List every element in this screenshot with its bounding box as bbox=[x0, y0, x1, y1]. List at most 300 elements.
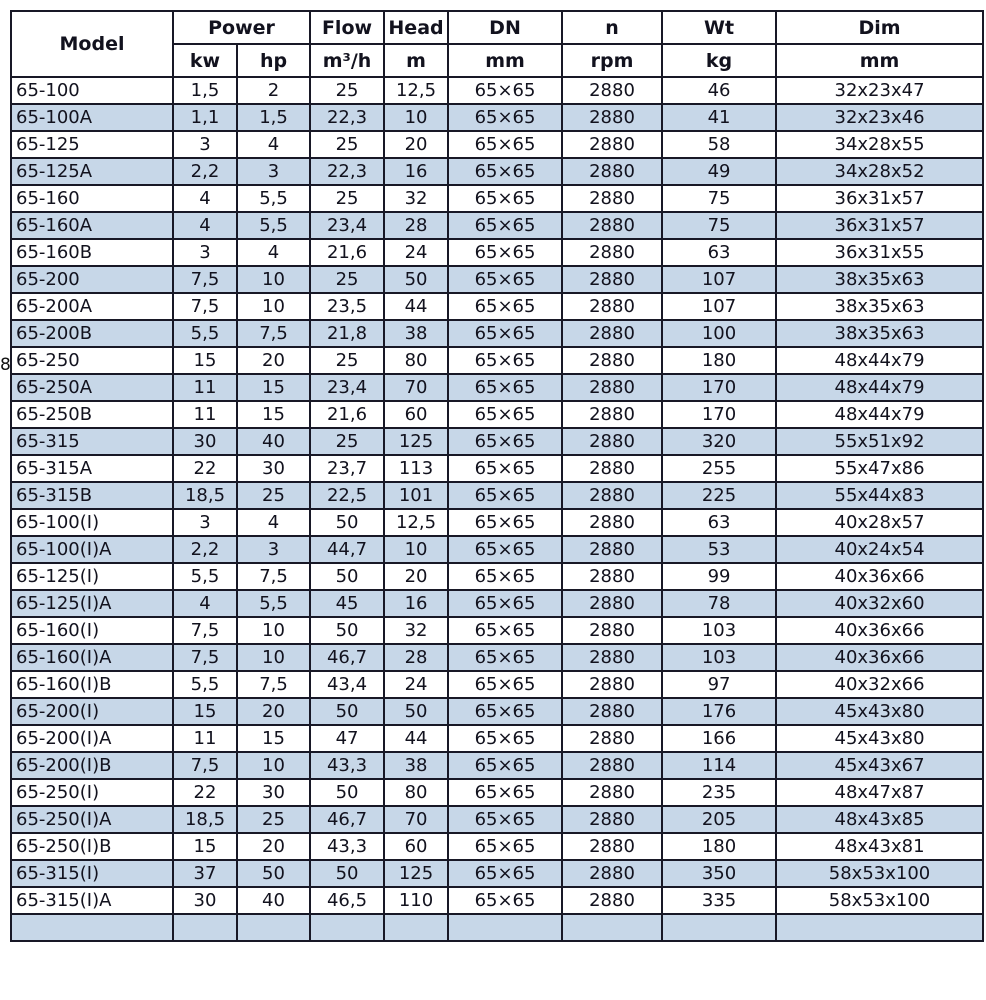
cell-dim: 40x36x66 bbox=[776, 644, 983, 671]
table-row bbox=[11, 509, 983, 536]
cell-kw: 4 bbox=[173, 185, 237, 212]
col-subheader-dim-unit: mm bbox=[776, 44, 983, 77]
cell-wt: 58 bbox=[662, 131, 776, 158]
cell-head: 60 bbox=[384, 401, 448, 428]
cell-head: 44 bbox=[384, 725, 448, 752]
cell-n: 2880 bbox=[562, 401, 662, 428]
cell-dim: 40x28x57 bbox=[776, 509, 983, 536]
page-number: 8 bbox=[0, 355, 11, 375]
cell-kw: 7,5 bbox=[173, 266, 237, 293]
cell-flow: 23,4 bbox=[310, 212, 384, 239]
col-header-model: Model bbox=[11, 11, 173, 77]
cell-dim: 45x43x80 bbox=[776, 725, 983, 752]
cell-dn: 65×65 bbox=[448, 752, 562, 779]
table-row bbox=[11, 158, 983, 185]
cell-kw: 7,5 bbox=[173, 752, 237, 779]
cell-wt bbox=[662, 914, 776, 941]
cell-kw: 3 bbox=[173, 509, 237, 536]
cell-head: 44 bbox=[384, 293, 448, 320]
cell-kw: 4 bbox=[173, 590, 237, 617]
cell-kw: 3 bbox=[173, 239, 237, 266]
cell-head: 16 bbox=[384, 158, 448, 185]
cell-wt: 103 bbox=[662, 617, 776, 644]
cell-n: 2880 bbox=[562, 482, 662, 509]
partial-row bbox=[11, 914, 983, 941]
cell-dn: 65×65 bbox=[448, 509, 562, 536]
cell-kw: 4 bbox=[173, 212, 237, 239]
cell-dn: 65×65 bbox=[448, 185, 562, 212]
cell-model: 65-315A bbox=[11, 455, 173, 482]
cell-wt: 78 bbox=[662, 590, 776, 617]
pump-spec-table bbox=[10, 10, 984, 942]
cell-head: 24 bbox=[384, 671, 448, 698]
cell-n: 2880 bbox=[562, 779, 662, 806]
cell-model: 65-160(I)A bbox=[11, 644, 173, 671]
cell-dn: 65×65 bbox=[448, 77, 562, 104]
col-subheader-wt-unit: kg bbox=[662, 44, 776, 77]
cell-model: 65-200(I)B bbox=[11, 752, 173, 779]
cell-wt: 320 bbox=[662, 428, 776, 455]
cell-head: 20 bbox=[384, 131, 448, 158]
cell-model: 65-315B bbox=[11, 482, 173, 509]
cell-wt: 107 bbox=[662, 266, 776, 293]
cell-dn: 65×65 bbox=[448, 779, 562, 806]
cell-hp: 5,5 bbox=[237, 590, 310, 617]
table-row bbox=[11, 482, 983, 509]
cell-model: 65-160 bbox=[11, 185, 173, 212]
cell-dim: 48x43x81 bbox=[776, 833, 983, 860]
cell-hp: 1,5 bbox=[237, 104, 310, 131]
cell-flow: 23,7 bbox=[310, 455, 384, 482]
table-row bbox=[11, 698, 983, 725]
table-row bbox=[11, 428, 983, 455]
cell-model: 65-160(I)B bbox=[11, 671, 173, 698]
cell-dn: 65×65 bbox=[448, 401, 562, 428]
cell-wt: 75 bbox=[662, 185, 776, 212]
cell-hp: 10 bbox=[237, 752, 310, 779]
col-header-n: n bbox=[562, 11, 662, 44]
cell-kw: 22 bbox=[173, 779, 237, 806]
table-row bbox=[11, 77, 983, 104]
cell-head: 80 bbox=[384, 347, 448, 374]
col-header-dn: DN bbox=[448, 11, 562, 44]
cell-hp: 20 bbox=[237, 833, 310, 860]
cell-wt: 205 bbox=[662, 806, 776, 833]
col-header-head: Head bbox=[384, 11, 448, 44]
cell-dn: 65×65 bbox=[448, 833, 562, 860]
cell-hp: 7,5 bbox=[237, 563, 310, 590]
cell-dn: 65×65 bbox=[448, 482, 562, 509]
cell-dim: 55x51x92 bbox=[776, 428, 983, 455]
cell-model: 65-250(I)A bbox=[11, 806, 173, 833]
cell-n bbox=[562, 914, 662, 941]
cell-n: 2880 bbox=[562, 428, 662, 455]
cell-dim: 48x44x79 bbox=[776, 374, 983, 401]
cell-hp: 3 bbox=[237, 536, 310, 563]
cell-n: 2880 bbox=[562, 887, 662, 914]
table-row bbox=[11, 860, 983, 887]
col-header-wt: Wt bbox=[662, 11, 776, 44]
cell-hp: 40 bbox=[237, 428, 310, 455]
table-row bbox=[11, 752, 983, 779]
cell-wt: 41 bbox=[662, 104, 776, 131]
cell-hp: 7,5 bbox=[237, 320, 310, 347]
table-row bbox=[11, 671, 983, 698]
cell-head: 12,5 bbox=[384, 509, 448, 536]
cell-n: 2880 bbox=[562, 617, 662, 644]
cell-flow: 50 bbox=[310, 860, 384, 887]
cell-wt: 235 bbox=[662, 779, 776, 806]
cell-dn: 65×65 bbox=[448, 806, 562, 833]
cell-kw: 15 bbox=[173, 833, 237, 860]
cell-hp: 20 bbox=[237, 347, 310, 374]
cell-head: 113 bbox=[384, 455, 448, 482]
cell-kw: 22 bbox=[173, 455, 237, 482]
cell-hp: 10 bbox=[237, 644, 310, 671]
cell-dim: 32x23x47 bbox=[776, 77, 983, 104]
cell-flow: 21,6 bbox=[310, 239, 384, 266]
table-row bbox=[11, 455, 983, 482]
cell-n: 2880 bbox=[562, 671, 662, 698]
col-header-dim: Dim bbox=[776, 11, 983, 44]
col-header-flow: Flow bbox=[310, 11, 384, 44]
cell-dn: 65×65 bbox=[448, 563, 562, 590]
cell-model: 65-100(I)A bbox=[11, 536, 173, 563]
cell-kw: 1,1 bbox=[173, 104, 237, 131]
cell-dn: 65×65 bbox=[448, 536, 562, 563]
cell-model: 65-125A bbox=[11, 158, 173, 185]
col-header-power: Power bbox=[173, 11, 310, 44]
table-row bbox=[11, 131, 983, 158]
cell-flow: 46,7 bbox=[310, 806, 384, 833]
col-subheader-head-unit: m bbox=[384, 44, 448, 77]
cell-flow: 23,5 bbox=[310, 293, 384, 320]
table-body bbox=[11, 77, 983, 941]
col-subheader-flow-unit: m³/h bbox=[310, 44, 384, 77]
cell-head: 28 bbox=[384, 644, 448, 671]
cell-model: 65-125(I)A bbox=[11, 590, 173, 617]
cell-head: 20 bbox=[384, 563, 448, 590]
cell-kw: 7,5 bbox=[173, 644, 237, 671]
cell-flow: 46,7 bbox=[310, 644, 384, 671]
cell-flow: 43,3 bbox=[310, 752, 384, 779]
cell-flow: 21,8 bbox=[310, 320, 384, 347]
cell-wt: 180 bbox=[662, 347, 776, 374]
cell-n: 2880 bbox=[562, 590, 662, 617]
cell-flow: 50 bbox=[310, 617, 384, 644]
cell-model: 65-100 bbox=[11, 77, 173, 104]
cell-n: 2880 bbox=[562, 860, 662, 887]
cell-flow: 22,3 bbox=[310, 158, 384, 185]
cell-wt: 166 bbox=[662, 725, 776, 752]
cell-n: 2880 bbox=[562, 158, 662, 185]
cell-dim bbox=[776, 914, 983, 941]
table-row bbox=[11, 239, 983, 266]
cell-kw: 2,2 bbox=[173, 536, 237, 563]
cell-wt: 114 bbox=[662, 752, 776, 779]
table-row bbox=[11, 320, 983, 347]
cell-flow: 50 bbox=[310, 779, 384, 806]
table-row bbox=[11, 590, 983, 617]
cell-wt: 46 bbox=[662, 77, 776, 104]
cell-model: 65-160A bbox=[11, 212, 173, 239]
cell-dim: 45x43x80 bbox=[776, 698, 983, 725]
cell-wt: 350 bbox=[662, 860, 776, 887]
cell-hp: 25 bbox=[237, 806, 310, 833]
cell-kw: 5,5 bbox=[173, 320, 237, 347]
cell-wt: 75 bbox=[662, 212, 776, 239]
cell-model: 65-315(I) bbox=[11, 860, 173, 887]
table-row bbox=[11, 887, 983, 914]
cell-kw: 30 bbox=[173, 428, 237, 455]
cell-head: 50 bbox=[384, 266, 448, 293]
cell-dim: 40x36x66 bbox=[776, 617, 983, 644]
cell-wt: 49 bbox=[662, 158, 776, 185]
cell-model: 65-160B bbox=[11, 239, 173, 266]
cell-hp: 5,5 bbox=[237, 212, 310, 239]
cell-hp: 20 bbox=[237, 698, 310, 725]
cell-hp: 15 bbox=[237, 374, 310, 401]
cell-wt: 170 bbox=[662, 401, 776, 428]
table-row bbox=[11, 266, 983, 293]
cell-n: 2880 bbox=[562, 347, 662, 374]
cell-head: 50 bbox=[384, 698, 448, 725]
cell-dim: 38x35x63 bbox=[776, 266, 983, 293]
cell-dim: 40x32x66 bbox=[776, 671, 983, 698]
cell-head: 125 bbox=[384, 860, 448, 887]
cell-hp: 40 bbox=[237, 887, 310, 914]
cell-dim: 40x24x54 bbox=[776, 536, 983, 563]
cell-model: 65-200A bbox=[11, 293, 173, 320]
cell-head: 38 bbox=[384, 320, 448, 347]
cell-kw: 2,2 bbox=[173, 158, 237, 185]
cell-n: 2880 bbox=[562, 104, 662, 131]
cell-dim: 34x28x52 bbox=[776, 158, 983, 185]
col-subheader-hp: hp bbox=[237, 44, 310, 77]
cell-model: 65-250 bbox=[11, 347, 173, 374]
cell-wt: 255 bbox=[662, 455, 776, 482]
cell-n: 2880 bbox=[562, 563, 662, 590]
cell-dim: 58x53x100 bbox=[776, 887, 983, 914]
cell-flow: 22,5 bbox=[310, 482, 384, 509]
cell-hp: 4 bbox=[237, 509, 310, 536]
cell-n: 2880 bbox=[562, 644, 662, 671]
cell-n: 2880 bbox=[562, 698, 662, 725]
cell-kw: 18,5 bbox=[173, 482, 237, 509]
cell-n: 2880 bbox=[562, 320, 662, 347]
cell-model: 65-250B bbox=[11, 401, 173, 428]
table-row bbox=[11, 725, 983, 752]
cell-n: 2880 bbox=[562, 131, 662, 158]
cell-flow: 50 bbox=[310, 509, 384, 536]
cell-dn: 65×65 bbox=[448, 698, 562, 725]
cell-flow: 50 bbox=[310, 698, 384, 725]
cell-kw: 11 bbox=[173, 374, 237, 401]
cell-hp: 15 bbox=[237, 725, 310, 752]
cell-dn: 65×65 bbox=[448, 212, 562, 239]
cell-dim: 40x36x66 bbox=[776, 563, 983, 590]
cell-flow: 25 bbox=[310, 428, 384, 455]
cell-flow: 25 bbox=[310, 266, 384, 293]
cell-dn: 65×65 bbox=[448, 860, 562, 887]
table-row bbox=[11, 401, 983, 428]
cell-hp: 25 bbox=[237, 482, 310, 509]
cell-head: 70 bbox=[384, 806, 448, 833]
cell-dim: 38x35x63 bbox=[776, 320, 983, 347]
cell-dn: 65×65 bbox=[448, 590, 562, 617]
cell-head: 10 bbox=[384, 104, 448, 131]
cell-dim: 32x23x46 bbox=[776, 104, 983, 131]
cell-flow: 25 bbox=[310, 185, 384, 212]
cell-kw: 1,5 bbox=[173, 77, 237, 104]
cell-n: 2880 bbox=[562, 725, 662, 752]
cell-hp bbox=[237, 914, 310, 941]
cell-dim: 48x44x79 bbox=[776, 401, 983, 428]
cell-dn: 65×65 bbox=[448, 293, 562, 320]
cell-n: 2880 bbox=[562, 77, 662, 104]
cell-dim: 36x31x57 bbox=[776, 212, 983, 239]
cell-wt: 107 bbox=[662, 293, 776, 320]
cell-wt: 63 bbox=[662, 509, 776, 536]
cell-dn: 65×65 bbox=[448, 887, 562, 914]
cell-wt: 53 bbox=[662, 536, 776, 563]
cell-flow: 23,4 bbox=[310, 374, 384, 401]
cell-dn: 65×65 bbox=[448, 104, 562, 131]
cell-flow: 43,3 bbox=[310, 833, 384, 860]
cell-flow: 43,4 bbox=[310, 671, 384, 698]
cell-dim: 45x43x67 bbox=[776, 752, 983, 779]
cell-head: 60 bbox=[384, 833, 448, 860]
cell-flow: 45 bbox=[310, 590, 384, 617]
cell-head: 70 bbox=[384, 374, 448, 401]
cell-dim: 34x28x55 bbox=[776, 131, 983, 158]
cell-wt: 103 bbox=[662, 644, 776, 671]
cell-head: 101 bbox=[384, 482, 448, 509]
cell-hp: 50 bbox=[237, 860, 310, 887]
cell-dn: 65×65 bbox=[448, 266, 562, 293]
cell-hp: 10 bbox=[237, 293, 310, 320]
cell-n: 2880 bbox=[562, 185, 662, 212]
cell-dim: 36x31x57 bbox=[776, 185, 983, 212]
cell-hp: 3 bbox=[237, 158, 310, 185]
cell-kw: 11 bbox=[173, 401, 237, 428]
table-row bbox=[11, 185, 983, 212]
cell-head: 110 bbox=[384, 887, 448, 914]
table-row bbox=[11, 806, 983, 833]
table-row bbox=[11, 833, 983, 860]
cell-dn: 65×65 bbox=[448, 455, 562, 482]
cell-wt: 335 bbox=[662, 887, 776, 914]
table-row bbox=[11, 644, 983, 671]
header-row-1 bbox=[11, 11, 983, 44]
table-row bbox=[11, 617, 983, 644]
cell-dim: 55x44x83 bbox=[776, 482, 983, 509]
cell-head: 16 bbox=[384, 590, 448, 617]
cell-n: 2880 bbox=[562, 239, 662, 266]
cell-hp: 30 bbox=[237, 779, 310, 806]
cell-hp: 7,5 bbox=[237, 671, 310, 698]
cell-hp: 2 bbox=[237, 77, 310, 104]
cell-kw: 18,5 bbox=[173, 806, 237, 833]
table-row bbox=[11, 104, 983, 131]
cell-flow: 25 bbox=[310, 131, 384, 158]
cell-dn: 65×65 bbox=[448, 671, 562, 698]
cell-model: 65-200 bbox=[11, 266, 173, 293]
cell-kw: 7,5 bbox=[173, 617, 237, 644]
table-header bbox=[11, 11, 983, 77]
cell-head: 32 bbox=[384, 185, 448, 212]
cell-kw bbox=[173, 914, 237, 941]
cell-kw: 11 bbox=[173, 725, 237, 752]
cell-model: 65-315 bbox=[11, 428, 173, 455]
cell-model: 65-200(I)A bbox=[11, 725, 173, 752]
cell-model: 65-100(I) bbox=[11, 509, 173, 536]
cell-dn: 65×65 bbox=[448, 131, 562, 158]
cell-hp: 10 bbox=[237, 266, 310, 293]
cell-kw: 5,5 bbox=[173, 671, 237, 698]
cell-model: 65-250A bbox=[11, 374, 173, 401]
cell-flow: 46,5 bbox=[310, 887, 384, 914]
cell-wt: 170 bbox=[662, 374, 776, 401]
cell-hp: 4 bbox=[237, 131, 310, 158]
cell-n: 2880 bbox=[562, 833, 662, 860]
table-row bbox=[11, 536, 983, 563]
col-subheader-n-unit: rpm bbox=[562, 44, 662, 77]
cell-model: 65-100A bbox=[11, 104, 173, 131]
cell-head: 28 bbox=[384, 212, 448, 239]
cell-flow: 25 bbox=[310, 347, 384, 374]
col-subheader-dn-unit: mm bbox=[448, 44, 562, 77]
cell-head: 24 bbox=[384, 239, 448, 266]
cell-wt: 176 bbox=[662, 698, 776, 725]
cell-model: 65-315(I)A bbox=[11, 887, 173, 914]
cell-dn: 65×65 bbox=[448, 725, 562, 752]
cell-kw: 15 bbox=[173, 347, 237, 374]
cell-n: 2880 bbox=[562, 212, 662, 239]
cell-kw: 30 bbox=[173, 887, 237, 914]
cell-wt: 63 bbox=[662, 239, 776, 266]
cell-n: 2880 bbox=[562, 509, 662, 536]
cell-model bbox=[11, 914, 173, 941]
cell-hp: 30 bbox=[237, 455, 310, 482]
cell-kw: 3 bbox=[173, 131, 237, 158]
cell-hp: 5,5 bbox=[237, 185, 310, 212]
cell-wt: 97 bbox=[662, 671, 776, 698]
cell-n: 2880 bbox=[562, 455, 662, 482]
cell-wt: 100 bbox=[662, 320, 776, 347]
cell-model: 65-160(I) bbox=[11, 617, 173, 644]
cell-kw: 15 bbox=[173, 698, 237, 725]
cell-n: 2880 bbox=[562, 293, 662, 320]
cell-head: 32 bbox=[384, 617, 448, 644]
cell-head: 10 bbox=[384, 536, 448, 563]
cell-kw: 37 bbox=[173, 860, 237, 887]
cell-head: 12,5 bbox=[384, 77, 448, 104]
cell-dn: 65×65 bbox=[448, 374, 562, 401]
cell-dim: 40x32x60 bbox=[776, 590, 983, 617]
cell-wt: 180 bbox=[662, 833, 776, 860]
cell-dim: 48x44x79 bbox=[776, 347, 983, 374]
cell-hp: 15 bbox=[237, 401, 310, 428]
table-row bbox=[11, 374, 983, 401]
table-row bbox=[11, 293, 983, 320]
cell-dn: 65×65 bbox=[448, 428, 562, 455]
cell-model: 65-125 bbox=[11, 131, 173, 158]
cell-n: 2880 bbox=[562, 752, 662, 779]
cell-model: 65-250(I) bbox=[11, 779, 173, 806]
table-row bbox=[11, 347, 983, 374]
cell-dim: 48x47x87 bbox=[776, 779, 983, 806]
